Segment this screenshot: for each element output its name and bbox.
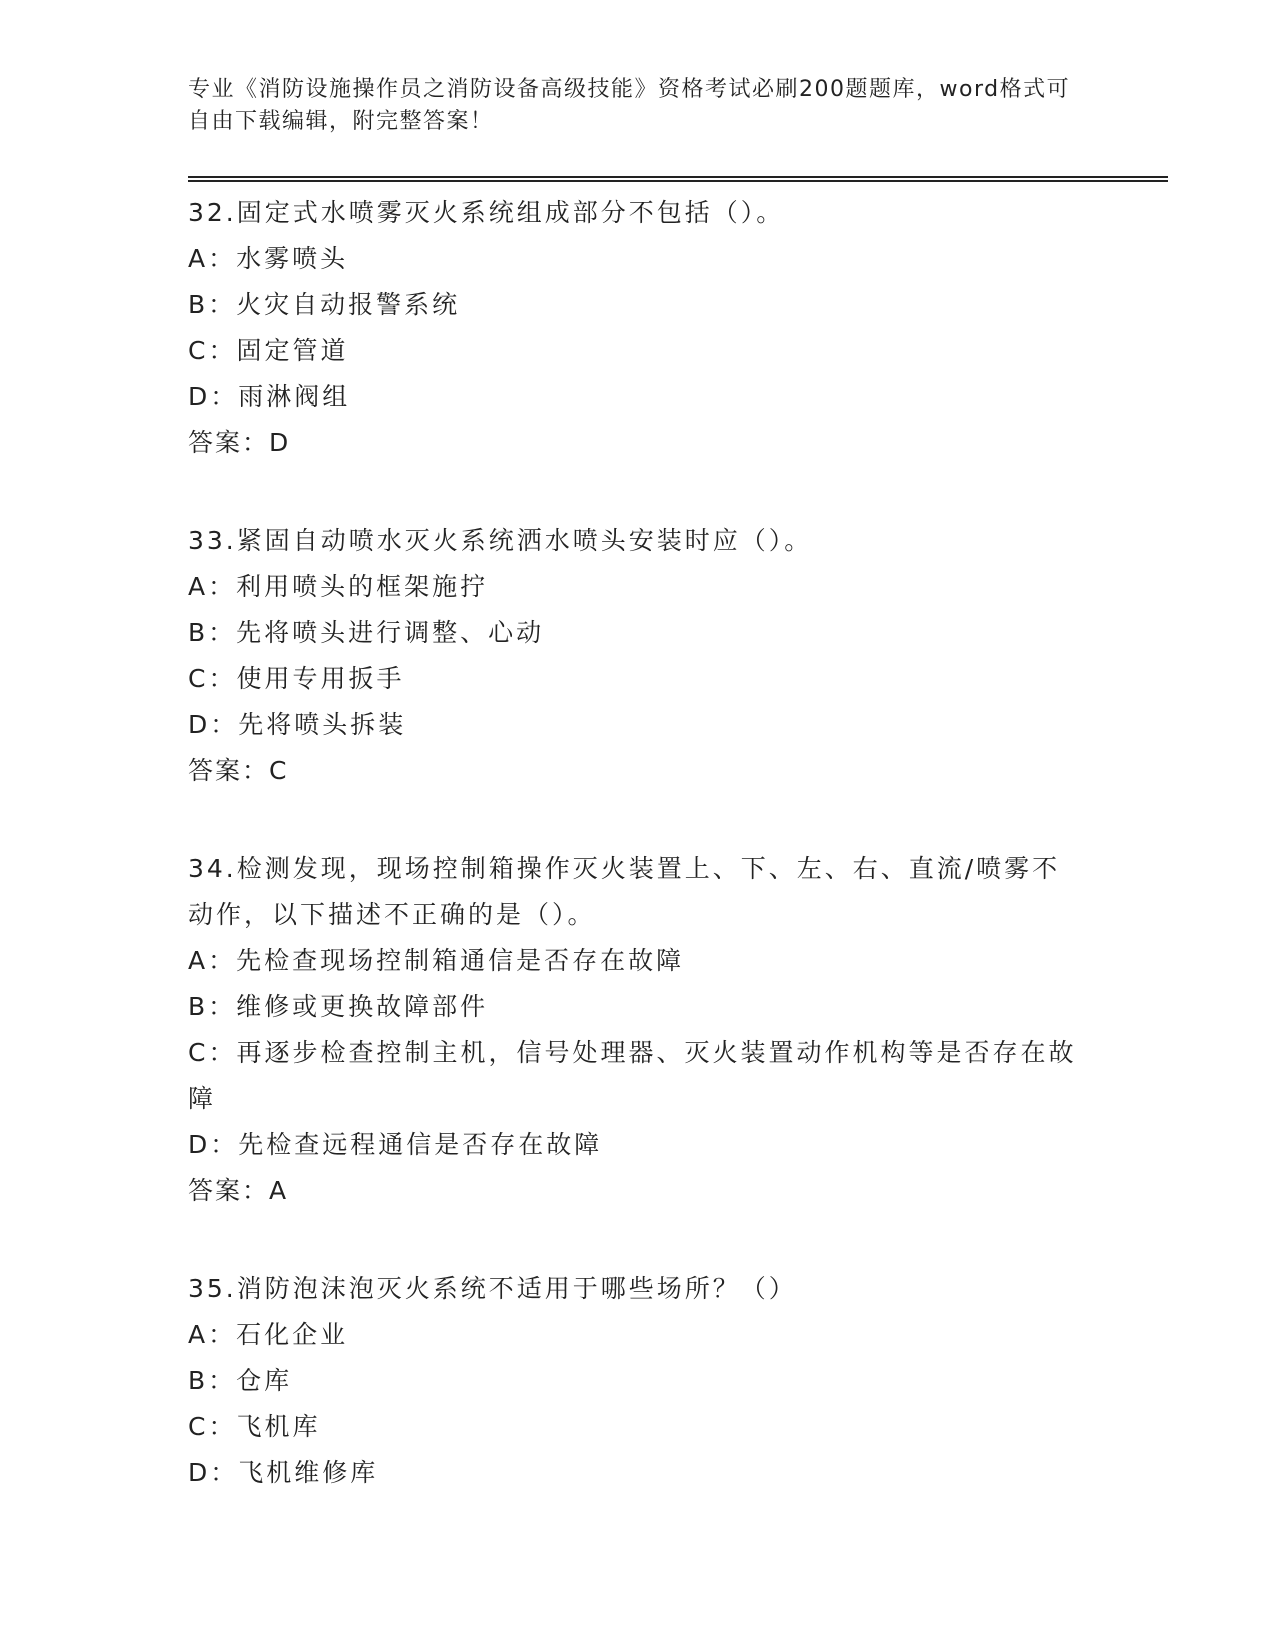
option-d: D：先将喷头拆装: [188, 710, 407, 739]
header-divider: [188, 176, 1168, 182]
question-33: [188, 518, 1088, 794]
answer-value: C: [269, 756, 288, 785]
answer-value: D: [269, 428, 290, 457]
option-a: A：水雾喷头: [188, 244, 349, 273]
option-c: C：固定管道: [188, 336, 349, 365]
option-b: B：仓库: [188, 1366, 293, 1395]
answer-line: [188, 1168, 1088, 1214]
option-d: D：先检查远程通信是否存在故障: [188, 1130, 603, 1159]
option-c: C：再逐步检查控制主机，信号处理器、灭火装置动作机构等是否存在故障: [188, 1038, 1077, 1113]
question-list: [188, 190, 1088, 1548]
option-d: D：飞机维修库: [188, 1458, 379, 1487]
option-b: B：火灾自动报警系统: [188, 290, 461, 319]
question-stem: 33.紧固自动喷水灭火系统洒水喷头安装时应（）。: [188, 526, 813, 555]
question-34: [188, 846, 1088, 1214]
question-32: [188, 190, 1088, 466]
answer-value: A: [269, 1176, 288, 1205]
question-stem: 35.消防泡沫泡灭火系统不适用于哪些场所？（）: [188, 1274, 797, 1303]
question-stem: 32.固定式水喷雾灭火系统组成部分不包括（）。: [188, 198, 785, 227]
option-b: B：先将喷头进行调整、心动: [188, 618, 545, 647]
answer-label: 答案：: [188, 428, 270, 457]
option-c: C：使用专用扳手: [188, 664, 405, 693]
option-a: A：石化企业: [188, 1320, 349, 1349]
document-header: 专业《消防设施操作员之消防设备高级技能》资格考试必刷200题题库，word格式可自由下载编辑，附完整答案！: [188, 77, 1071, 134]
option-a: A：先检查现场控制箱通信是否存在故障: [188, 946, 685, 975]
answer-line: [188, 420, 1088, 466]
option-d: D：雨淋阀组: [188, 382, 351, 411]
answer-line: [188, 748, 1088, 794]
option-b: B：维修或更换故障部件: [188, 992, 489, 1021]
option-c: C：飞机库: [188, 1412, 321, 1441]
question-stem: 34.检测发现，现场控制箱操作灭火装置上、下、左、右、直流/喷雾不动作，以下描述不正确的是（）。: [188, 854, 1061, 929]
answer-label: 答案：: [188, 756, 270, 785]
answer-label: 答案：: [188, 1176, 270, 1205]
question-35: [188, 1266, 1088, 1496]
option-a: A：利用喷头的框架施拧: [188, 572, 489, 601]
